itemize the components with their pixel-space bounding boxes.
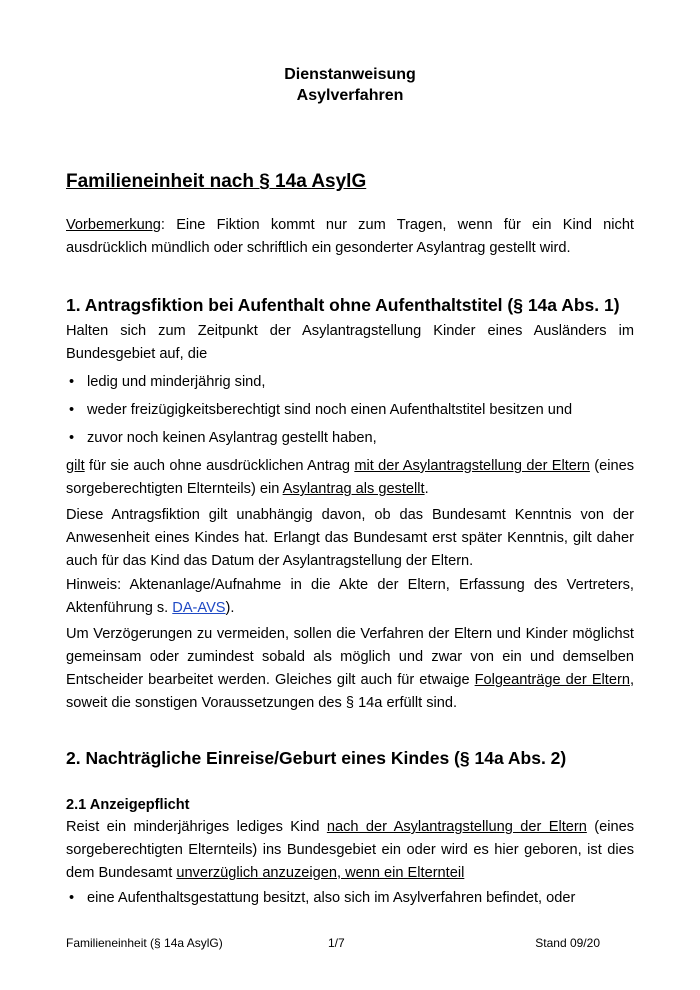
underlined-term: unverzüglich anzuzeigen, wenn ein Elternteil bbox=[176, 865, 465, 881]
paragraph-text: . bbox=[424, 481, 429, 497]
bullet-icon: • bbox=[69, 402, 75, 418]
paragraph-text: Um Verzögerungen zu vermeiden, sollen die Verfahren der Eltern und Kinder möglichst gemeinsam oder zumindest sobald als möglich und zwar von ein und demselben Entscheider bearbeitet werden. Gleiches gilt auch für etwaige bbox=[66, 626, 634, 688]
paragraph-text: Reist ein minderjähriges lediges Kind bbox=[66, 819, 327, 835]
bullet-icon: • bbox=[69, 374, 75, 390]
paragraph-text: , soweit die sonstigen Voraussetzungen des § 14a erfüllt sind. bbox=[66, 672, 635, 711]
section-1-heading: 1. Antragsfiktion bei Aufenthalt ohne Aufenthaltstitel (§ 14a Abs. 1) bbox=[66, 295, 620, 315]
header-line-1: Dienstanweisung bbox=[284, 66, 416, 83]
section-1-note bbox=[66, 574, 634, 620]
list-item-text: weder freizügigkeitsberechtigt sind noch einen Aufenthaltstitel besitzen und bbox=[87, 402, 573, 418]
document-header bbox=[66, 64, 634, 106]
paragraph-text: ). bbox=[225, 600, 235, 616]
section-1-paragraph-2 bbox=[66, 455, 634, 501]
list-item-text: ledig und minderjährig sind, bbox=[87, 374, 266, 390]
paragraph-text: (eines sorgeberechtigten Elternteils) ein bbox=[66, 458, 634, 497]
bullet-icon: • bbox=[69, 430, 75, 446]
section-2-heading: 2. Nachträgliche Einreise/Geburt eines Kindes (§ 14a Abs. 2) bbox=[66, 748, 567, 768]
preamble-paragraph bbox=[66, 214, 634, 260]
underlined-term: Folgeanträge der Eltern bbox=[474, 672, 630, 688]
preamble-label: Vorbemerkung bbox=[66, 217, 161, 233]
paragraph-text: (eines sorgeberechtigten Elternteils) ins Bundesgebiet ein oder wird es hier geboren, ist dies dem Bundesamt bbox=[66, 819, 635, 881]
page-number: 1/7 bbox=[328, 936, 345, 950]
section-1-paragraph-5 bbox=[66, 623, 634, 715]
preamble-text: : Eine Fiktion kommt nur zum Tragen, wenn für ein Kind nicht ausdrücklich mündlich oder schriftlich ein gesonderter Asylantrag gestellt wird. bbox=[66, 217, 634, 256]
underlined-term: Asylantrag als gestellt bbox=[282, 481, 425, 497]
list-item-text: zuvor noch keinen Asylantrag gestellt haben, bbox=[87, 430, 377, 446]
section-2-1-heading: 2.1 Anzeigepflicht bbox=[66, 797, 190, 813]
section-1-paragraph-3: Diese Antragsfiktion gilt unabhängig davon, ob das Bundesamt Kenntnis von der Anwesenheit eines Kindes hat. Erlangt das Bundesamt erst später Kenntnis, gilt daher auch für das Kind das Datum der Asylantragstellung der Eltern. bbox=[66, 507, 634, 569]
footer-title: Familieneinheit (§ 14a AsylG) bbox=[66, 936, 223, 950]
header-line-2: Asylverfahren bbox=[296, 87, 404, 104]
document-title: Familieneinheit nach § 14a AsylG bbox=[66, 171, 367, 192]
footer-version: Stand 09/20 bbox=[535, 936, 600, 950]
underlined-term: gilt bbox=[66, 458, 85, 474]
section-2-paragraph-1 bbox=[66, 816, 634, 885]
underlined-term: nach der Asylantragstellung der Eltern bbox=[326, 819, 587, 835]
page-footer bbox=[66, 934, 634, 952]
da-avs-link[interactable]: DA-AVS bbox=[172, 600, 226, 616]
underlined-term: mit der Asylantragstellung der Eltern bbox=[354, 458, 590, 474]
list-item-text: eine Aufenthaltsgestattung besitzt, also sich im Asylverfahren befindet, oder bbox=[87, 890, 576, 906]
bullet-icon: • bbox=[69, 890, 75, 906]
section-1-intro: Halten sich zum Zeitpunkt der Asylantragstellung Kinder eines Ausländers im Bundesgebiet auf, die bbox=[66, 323, 634, 362]
paragraph-text: Hinweis: Aktenanlage/Aufnahme in die Akte der Eltern, Erfassung des Vertreters, Aktenführung s. bbox=[66, 577, 634, 616]
paragraph-text: für sie auch ohne ausdrücklichen Antrag bbox=[84, 458, 355, 474]
